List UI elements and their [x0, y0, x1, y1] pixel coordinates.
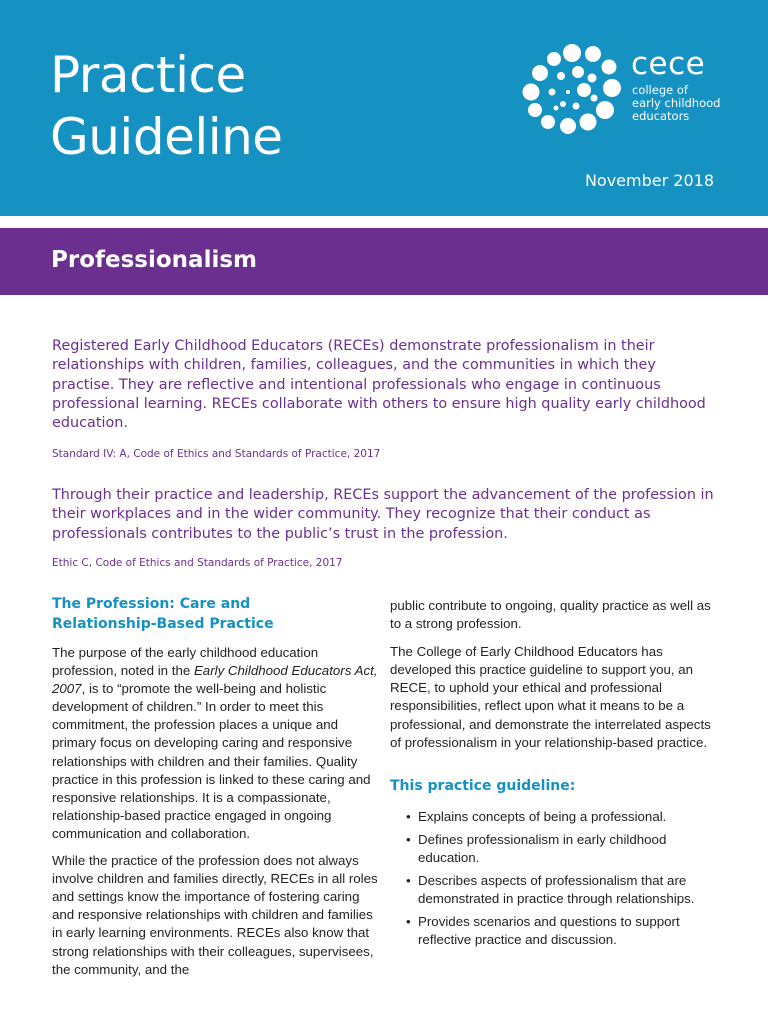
- bullet-icon: •: [406, 914, 411, 930]
- logo-tagline: [632, 84, 752, 123]
- guideline-list: [390, 808, 720, 950]
- profession-heading: [52, 594, 378, 634]
- college-paragraph: The College of Early Childhood Educators has developed this practice guideline to support you, an RECE, to uphold your ethical and professional responsibilities, reflect upon what it means to be a professional, and demonstrate the interrelated aspects of professionalism in your relationship-based practice.: [390, 644, 711, 750]
- bullet-icon: •: [406, 831, 411, 847]
- logo-tagline-line: college of: [632, 83, 688, 97]
- header-banner: [0, 0, 768, 216]
- standard-citation: Standard IV: A, Code of Ethics and Standards of Practice, 2017: [52, 448, 381, 460]
- bullet-icon: •: [406, 808, 411, 824]
- ethic-quote: Through their practice and leadership, RECEs support the advancement of the profession in their workplaces and in the wider community. They recognize that their conduct as professionals contributes to the public’s trust in the profession.: [52, 487, 714, 542]
- guideline-heading: This practice guideline:: [390, 777, 576, 794]
- list-item: [390, 808, 720, 826]
- text-run: The purpose of the early childhood education profession, noted in the: [52, 645, 319, 679]
- logo-tagline-line: educators: [632, 109, 690, 123]
- list-item-text: Provides scenarios and questions to support reflective practice and discussion.: [418, 914, 680, 948]
- title-line-2: Guideline: [50, 108, 283, 166]
- purpose-paragraph: [52, 644, 378, 843]
- continued-paragraph: public contribute to ongoing, quality practice as well as to a strong profession.: [390, 598, 711, 632]
- list-item-text: Explains concepts of being a professional.: [418, 808, 667, 824]
- list-item: [390, 872, 720, 908]
- list-item: [390, 831, 720, 867]
- ethic-citation: Ethic C, Code of Ethics and Standards of Practice, 2017: [52, 557, 343, 569]
- left-column: [52, 594, 378, 979]
- heading-line: Relationship-Based Practice: [52, 616, 274, 632]
- standard-quote: Registered Early Childhood Educators (RECEs) demonstrate professionalism in their relationships with children, families, colleagues, and the communities in which they practise. They are reflective and intentional professionals who engage in continuous professional learning. RECEs collaborate with others to ensure high quality early childhood education.: [52, 338, 706, 432]
- cece-logo: [518, 40, 748, 135]
- section-title: Professionalism: [51, 247, 257, 273]
- circle-cluster-icon: [518, 40, 626, 135]
- act-title: Early Childhood Educators Act, 2007: [52, 663, 378, 697]
- section-band: [0, 228, 768, 295]
- heading-line: The Profession: Care and: [52, 596, 251, 612]
- logo-wordmark: cece: [631, 46, 706, 82]
- text-run: , is to “promote the well-being and holistic development of children.” In order to meet this commitment, the profession places a unique and primary focus on developing caring and responsive relationships with children and their families. Quality practice in this profession is linked to these caring and responsive relationships. It is a compassionate, relationship-based practice engaged in ongoing communication and collaboration.: [52, 681, 371, 841]
- logo-tagline-line: early childhood: [632, 96, 721, 110]
- practice-paragraph: While the practice of the profession does not always involve children and families directly, RECEs in all roles and settings know the importance of fostering caring and responsive relationships with children and families in early learning environments. RECEs also know that strong relationships with their colleagues, supervisees, the community, and the: [52, 853, 378, 977]
- publication-date: November 2018: [584, 171, 714, 190]
- list-item-text: Defines professionalism in early childhood education.: [418, 831, 667, 865]
- title-line-1: Practice: [50, 46, 246, 104]
- bullet-icon: •: [406, 873, 411, 889]
- page-title: [50, 44, 283, 168]
- list-item-text: Describes aspects of professionalism that are demonstrated in practice through relationships.: [418, 873, 695, 907]
- list-item: [390, 913, 720, 949]
- right-column: [390, 597, 720, 954]
